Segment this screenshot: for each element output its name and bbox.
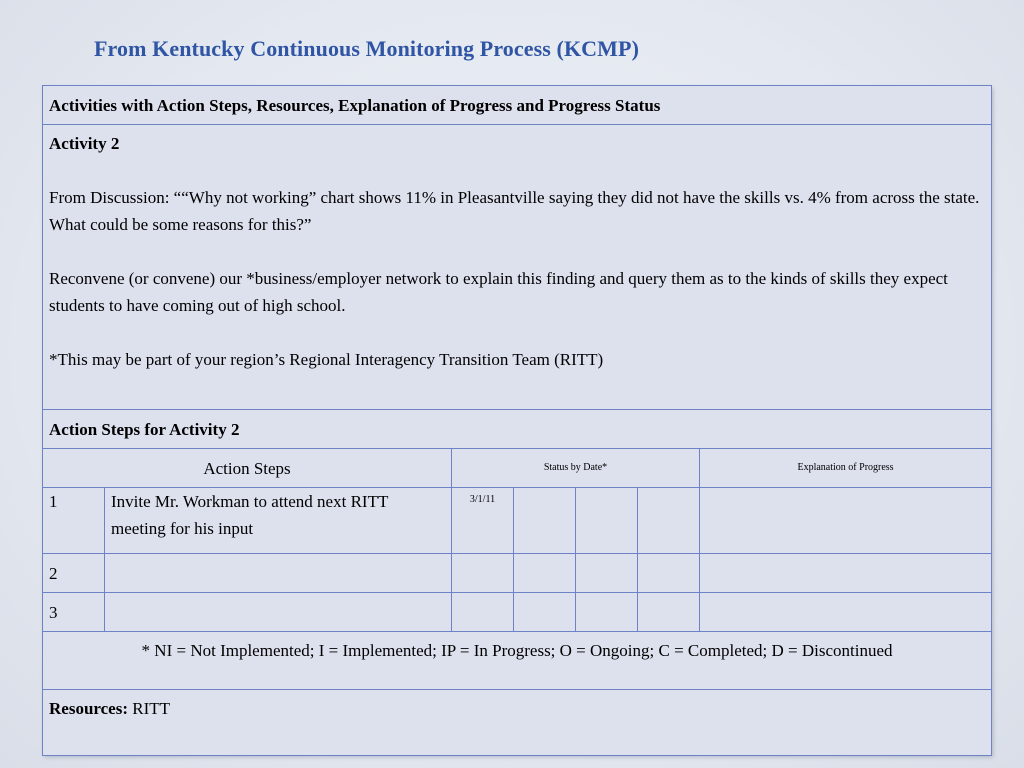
row-status-date [576, 554, 638, 593]
row-status-date [638, 554, 700, 593]
col-header-explanation: Explanation of Progress [700, 449, 992, 488]
col-header-action-steps: Action Steps [43, 449, 452, 488]
table-row [43, 593, 992, 632]
table-row [43, 488, 992, 554]
activity-discussion: From Discussion: ““Why not working” chart shows 11% in Pleasantville saying they did not have the skills vs. 4% from across the state. What could be some reasons for this?” [49, 188, 980, 234]
activity-reconvene: Reconvene (or convene) our *business/employer network to explain this finding and query them as to the kinds of skills they expect students to have coming out of high school. [49, 269, 948, 315]
activity-title: Activity 2 [49, 134, 120, 153]
row-action-step: Invite Mr. Workman to attend next RITT meeting for his input [105, 488, 452, 554]
row-number: 3 [43, 593, 105, 632]
action-steps-title: Action Steps for Activity 2 [43, 410, 992, 449]
row-status-date [638, 593, 700, 632]
row-status-date [576, 488, 638, 554]
row-status-date [638, 488, 700, 554]
row-status-date [452, 593, 514, 632]
slide-title: From Kentucky Continuous Monitoring Process (KCMP) [94, 36, 639, 61]
col-header-status-by-date: Status by Date* [452, 449, 700, 488]
row-status-date [514, 488, 576, 554]
activity-cell [43, 125, 992, 410]
row-explanation [700, 488, 992, 554]
resources-cell [43, 690, 992, 756]
activity-note: *This may be part of your region’s Regional Interagency Transition Team (RITT) [49, 350, 604, 369]
row-explanation [700, 554, 992, 593]
row-status-date: 3/1/11 [452, 488, 514, 554]
row-explanation [700, 593, 992, 632]
resources-value: RITT [132, 699, 171, 718]
row-action-step [105, 593, 452, 632]
table-header: Activities with Action Steps, Resources, Explanation of Progress and Progress Status [43, 86, 992, 125]
row-number: 1 [43, 488, 105, 554]
table-row [43, 554, 992, 593]
row-status-date [452, 554, 514, 593]
kcmp-table [42, 85, 992, 756]
resources-label: Resources: [49, 699, 128, 718]
row-status-date [514, 554, 576, 593]
kcmp-table-frame [42, 85, 991, 754]
row-action-step [105, 554, 452, 593]
row-status-date [514, 593, 576, 632]
row-number: 2 [43, 554, 105, 593]
status-legend: * NI = Not Implemented; I = Implemented; IP = In Progress; O = Ongoing; C = Completed; D = Discontinued [43, 632, 992, 690]
row-status-date [576, 593, 638, 632]
